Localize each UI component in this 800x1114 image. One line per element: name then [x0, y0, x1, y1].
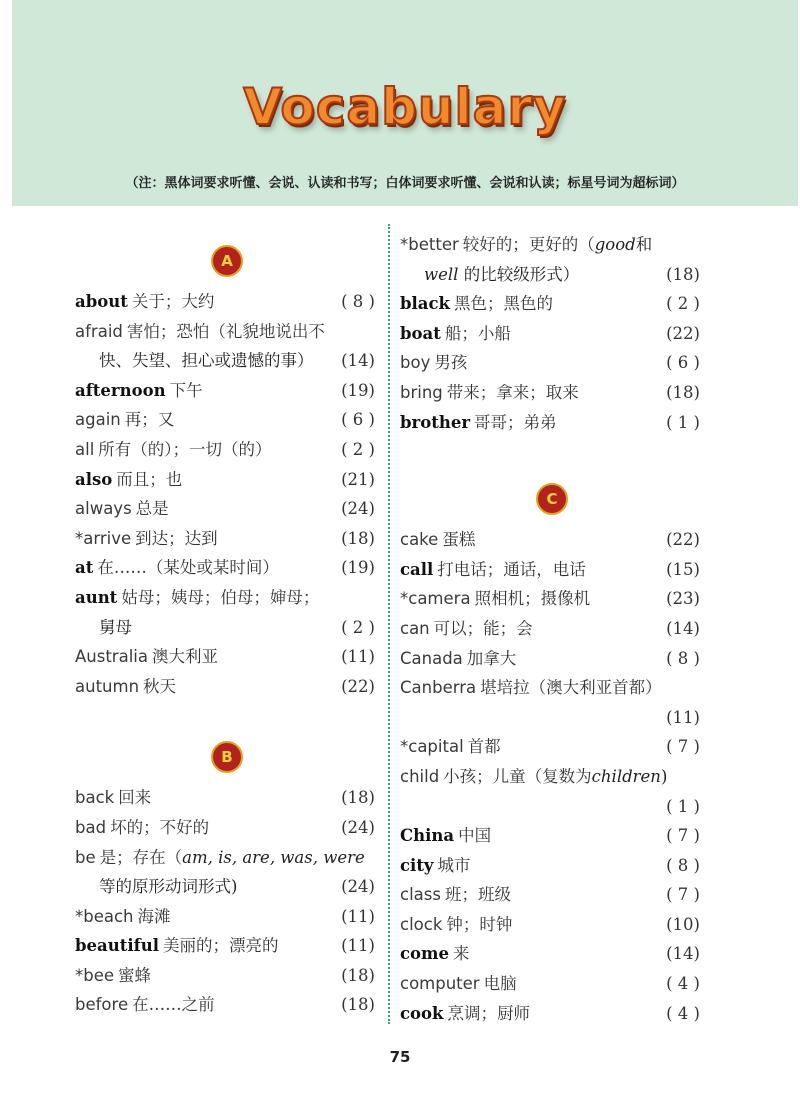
- entry-be: [75, 843, 375, 873]
- entry-word: all: [75, 439, 95, 459]
- entry-page: ( 8 ): [666, 855, 700, 875]
- entry-page: (18): [666, 382, 700, 402]
- entry-bee: [75, 961, 375, 991]
- entry-be-continued: [75, 872, 375, 902]
- entry-word: *capital: [400, 737, 464, 757]
- entry-better: [400, 230, 700, 260]
- entry-word: *bee: [75, 965, 115, 985]
- entry-boy: [400, 348, 700, 378]
- entry-definition: 所有（的）；一切（的）: [98, 439, 272, 459]
- entry-italic-form: children: [591, 766, 661, 786]
- entry-afraid: [75, 317, 375, 347]
- entry-definition: 下午: [169, 380, 203, 400]
- entry-page: (18): [341, 788, 375, 808]
- entry-word: boat: [400, 323, 441, 343]
- entry-page: (19): [341, 380, 375, 400]
- entry-definition: 男孩: [434, 353, 468, 373]
- vocabulary-note: （注：黑体词要求听懂、会说、认读和书写；白体词要求听懂、会说和认读；标星号词为超标词）: [125, 176, 685, 191]
- entry-definition: 蛋糕: [442, 530, 476, 550]
- entry-canada: [400, 644, 700, 674]
- entry-beach: [75, 902, 375, 932]
- entry-page: ( 6 ): [341, 410, 375, 430]
- entry-word: can: [400, 618, 430, 638]
- entry-definition-tail: 和: [635, 235, 653, 254]
- entry-page: ( 8 ): [666, 648, 700, 668]
- entry-word: back: [75, 788, 115, 808]
- entry-definition: 小孩；儿童（复数为: [443, 766, 592, 786]
- entry-capital: [400, 732, 700, 762]
- entry-page: (18): [341, 965, 375, 985]
- entry-canberra: [400, 673, 700, 703]
- entry-before: [75, 990, 375, 1020]
- entry-computer: [400, 969, 700, 999]
- entry-definition: 黑色；黑色的: [453, 294, 553, 314]
- entry-definition: 中国: [458, 826, 492, 846]
- entry-definition: 坏的；不好的: [110, 817, 210, 837]
- entry-definition-continued: 快、失望、担心或遗憾的事）: [99, 351, 314, 371]
- entry-definition-continued: 的比较级形式）: [458, 264, 580, 284]
- entry-page: ( 7 ): [666, 885, 700, 905]
- entry-page: (24): [341, 817, 375, 837]
- entry-word: black: [400, 294, 450, 314]
- entry-definition-continued: 舅母: [99, 617, 132, 637]
- entry-italic-form-2: well: [424, 264, 459, 284]
- entry-again: [75, 405, 375, 435]
- entry-word: call: [400, 559, 434, 579]
- entry-word: bad: [75, 817, 107, 837]
- entry-definition: 首都: [467, 737, 501, 757]
- entry-bring: [400, 378, 700, 408]
- entry-class: [400, 880, 700, 910]
- entry-word: come: [400, 944, 450, 964]
- entry-definition: 电脑: [483, 974, 517, 994]
- entry-page: (18): [341, 995, 375, 1015]
- entry-italic-form: good: [594, 235, 636, 254]
- entry-italic-forms: am, is, are, was, were: [182, 847, 365, 867]
- entry-word: *better: [400, 235, 459, 254]
- entry-page: ( 2 ): [341, 617, 375, 637]
- entry-china: [400, 821, 700, 851]
- entry-word: *arrive: [75, 528, 132, 548]
- entry-city: [400, 851, 700, 881]
- entry-word: autumn: [75, 676, 140, 696]
- entry-word: *beach: [75, 906, 134, 926]
- entry-beautiful: [75, 931, 375, 961]
- entry-page: ( 7 ): [666, 826, 700, 846]
- entry-word: clock: [400, 914, 443, 934]
- entry-word: computer: [400, 974, 480, 994]
- entry-page: (18): [341, 528, 375, 548]
- entry-also: [75, 465, 375, 495]
- entry-word: afraid: [75, 321, 123, 341]
- entry-cook: [400, 999, 700, 1029]
- entry-child: [400, 762, 700, 792]
- entry-definition: 关于；大约: [131, 292, 215, 311]
- entry-page: (24): [341, 877, 375, 897]
- entry-brother: [400, 408, 700, 438]
- entry-word: class: [400, 885, 441, 905]
- entry-page: (18): [666, 264, 700, 284]
- entry-definition: 较好的；更好的（: [462, 235, 595, 254]
- entry-page: (11): [341, 647, 375, 667]
- entry-word: before: [75, 995, 129, 1015]
- entry-cake: [400, 525, 700, 555]
- entry-word: afternoon: [75, 380, 166, 400]
- entry-word: city: [400, 855, 434, 875]
- entry-page: (11): [341, 936, 375, 956]
- entry-word: about: [75, 292, 128, 311]
- entry-definition: 堪培拉（澳大利亚首都）: [480, 678, 662, 698]
- entry-definition: 在……（某处或某时间）: [97, 558, 279, 578]
- entry-definition: 澳大利亚: [152, 647, 218, 667]
- entry-page: (14): [341, 351, 375, 371]
- entry-better-continued: [400, 260, 700, 290]
- entry-bad: [75, 813, 375, 843]
- entry-camera: [400, 584, 700, 614]
- entry-page: (22): [666, 323, 700, 343]
- entry-page: ( 1 ): [666, 412, 700, 432]
- entry-definition: 秋天: [143, 676, 177, 696]
- entry-page: (11): [666, 707, 700, 727]
- entry-come: [400, 939, 700, 969]
- entry-autumn: [75, 672, 375, 702]
- entry-definition: 可以；能；会: [433, 618, 533, 638]
- entry-word: be: [75, 847, 96, 867]
- entry-page: ( 7 ): [666, 737, 700, 757]
- entry-definition: 海滩: [137, 906, 171, 926]
- entry-word: at: [75, 558, 94, 578]
- entry-call: [400, 555, 700, 585]
- entry-page: ( 2 ): [666, 294, 700, 314]
- entry-word: Canada: [400, 648, 463, 668]
- entry-word: child: [400, 766, 440, 786]
- entry-page: (11): [341, 906, 375, 926]
- entry-page: ( 4 ): [666, 1003, 700, 1023]
- entry-definition: 到达；达到: [135, 528, 218, 548]
- entry-about: [75, 287, 375, 317]
- entry-page: (22): [666, 530, 700, 550]
- entry-word: bring: [400, 382, 443, 402]
- entry-word: cake: [400, 530, 439, 550]
- section-b-badge: B: [211, 741, 243, 773]
- entry-definition-continued: 等的原形动词形式): [99, 877, 238, 897]
- entry-definition: 在……之前: [132, 995, 215, 1015]
- entry-definition: 带来；拿来；取来: [446, 382, 579, 402]
- entry-word: aunt: [75, 587, 118, 607]
- section-c-badge: C: [536, 483, 568, 515]
- entry-always: [75, 494, 375, 524]
- entry-child-continued: [400, 792, 700, 822]
- entry-definition: 总是: [135, 499, 169, 519]
- entry-word: cook: [400, 1003, 444, 1023]
- section-a-badge: A: [211, 245, 243, 277]
- entry-definition: 美丽的；漂亮的: [162, 936, 279, 956]
- entry-word: also: [75, 469, 113, 489]
- entry-page: (14): [666, 944, 700, 964]
- entry-afternoon: [75, 376, 375, 406]
- entry-page: (21): [341, 469, 375, 489]
- entry-word: always: [75, 499, 132, 519]
- entry-back: [75, 783, 375, 813]
- entry-word: Australia: [75, 647, 148, 667]
- entry-page: (14): [666, 618, 700, 638]
- entry-definition: 回来: [118, 788, 152, 808]
- entry-word: Canberra: [400, 678, 477, 698]
- entry-definition: 姑母；姨母；伯母；婶母；: [121, 587, 320, 607]
- entry-definition: 加拿大: [466, 648, 517, 668]
- entry-definition: 班；班级: [444, 885, 511, 905]
- entry-page: (15): [666, 559, 700, 579]
- entry-word: brother: [400, 412, 471, 432]
- entry-page: ( 6 ): [666, 353, 700, 373]
- entry-definition: 是；存在（: [99, 847, 183, 867]
- page-number: 75: [389, 1048, 411, 1066]
- entry-clock: [400, 910, 700, 940]
- entry-word: China: [400, 826, 455, 846]
- entry-page: (22): [341, 676, 375, 696]
- entry-word: boy: [400, 353, 431, 373]
- entry-definition: 照相机；摄像机: [474, 589, 591, 609]
- entry-word: again: [75, 410, 121, 430]
- entry-page: (10): [666, 914, 700, 934]
- header-banner: [12, 0, 798, 206]
- entry-canberra-continued: [400, 703, 700, 733]
- column-divider: [388, 224, 390, 1024]
- entry-black: [400, 289, 700, 319]
- entry-aunt: [75, 583, 375, 613]
- page-title: Vocabulary: [243, 78, 567, 136]
- left-column: [75, 230, 375, 1020]
- entry-definition: 再；又: [124, 410, 175, 430]
- entry-definition: 蜜蜂: [118, 965, 152, 985]
- entry-definition: 打电话；通话，电话: [437, 559, 586, 579]
- entry-page: (23): [666, 589, 700, 609]
- entry-definition: 哥哥；弟弟: [474, 412, 557, 432]
- entry-all: [75, 435, 375, 465]
- entry-definition: 而且；也: [116, 469, 183, 489]
- entry-definition: 烹调；厨师: [447, 1003, 530, 1023]
- entry-page: (19): [341, 558, 375, 578]
- entry-page: ( 1 ): [666, 796, 700, 816]
- entry-at: [75, 553, 375, 583]
- entry-australia: [75, 642, 375, 672]
- entry-definition: 城市: [437, 855, 471, 875]
- entry-arrive: [75, 524, 375, 554]
- entry-definition: 来: [453, 944, 470, 964]
- entry-afraid-continued: [75, 346, 375, 376]
- right-column: [400, 230, 700, 1028]
- entry-word: beautiful: [75, 936, 159, 956]
- entry-aunt-continued: [75, 613, 375, 643]
- entry-word: *camera: [400, 589, 471, 609]
- entry-boat: [400, 319, 700, 349]
- entry-can: [400, 614, 700, 644]
- entry-definition: 船；小船: [444, 323, 511, 343]
- entry-page: ( 2 ): [341, 439, 375, 459]
- entry-page: (24): [341, 499, 375, 519]
- entry-definition-tail: ): [660, 766, 668, 786]
- entry-page: ( 4 ): [666, 974, 700, 994]
- entry-page: ( 8 ): [341, 292, 375, 311]
- entry-definition: 钟；时钟: [446, 914, 513, 934]
- entry-definition: 害怕；恐怕（礼貌地说出不: [126, 321, 325, 341]
